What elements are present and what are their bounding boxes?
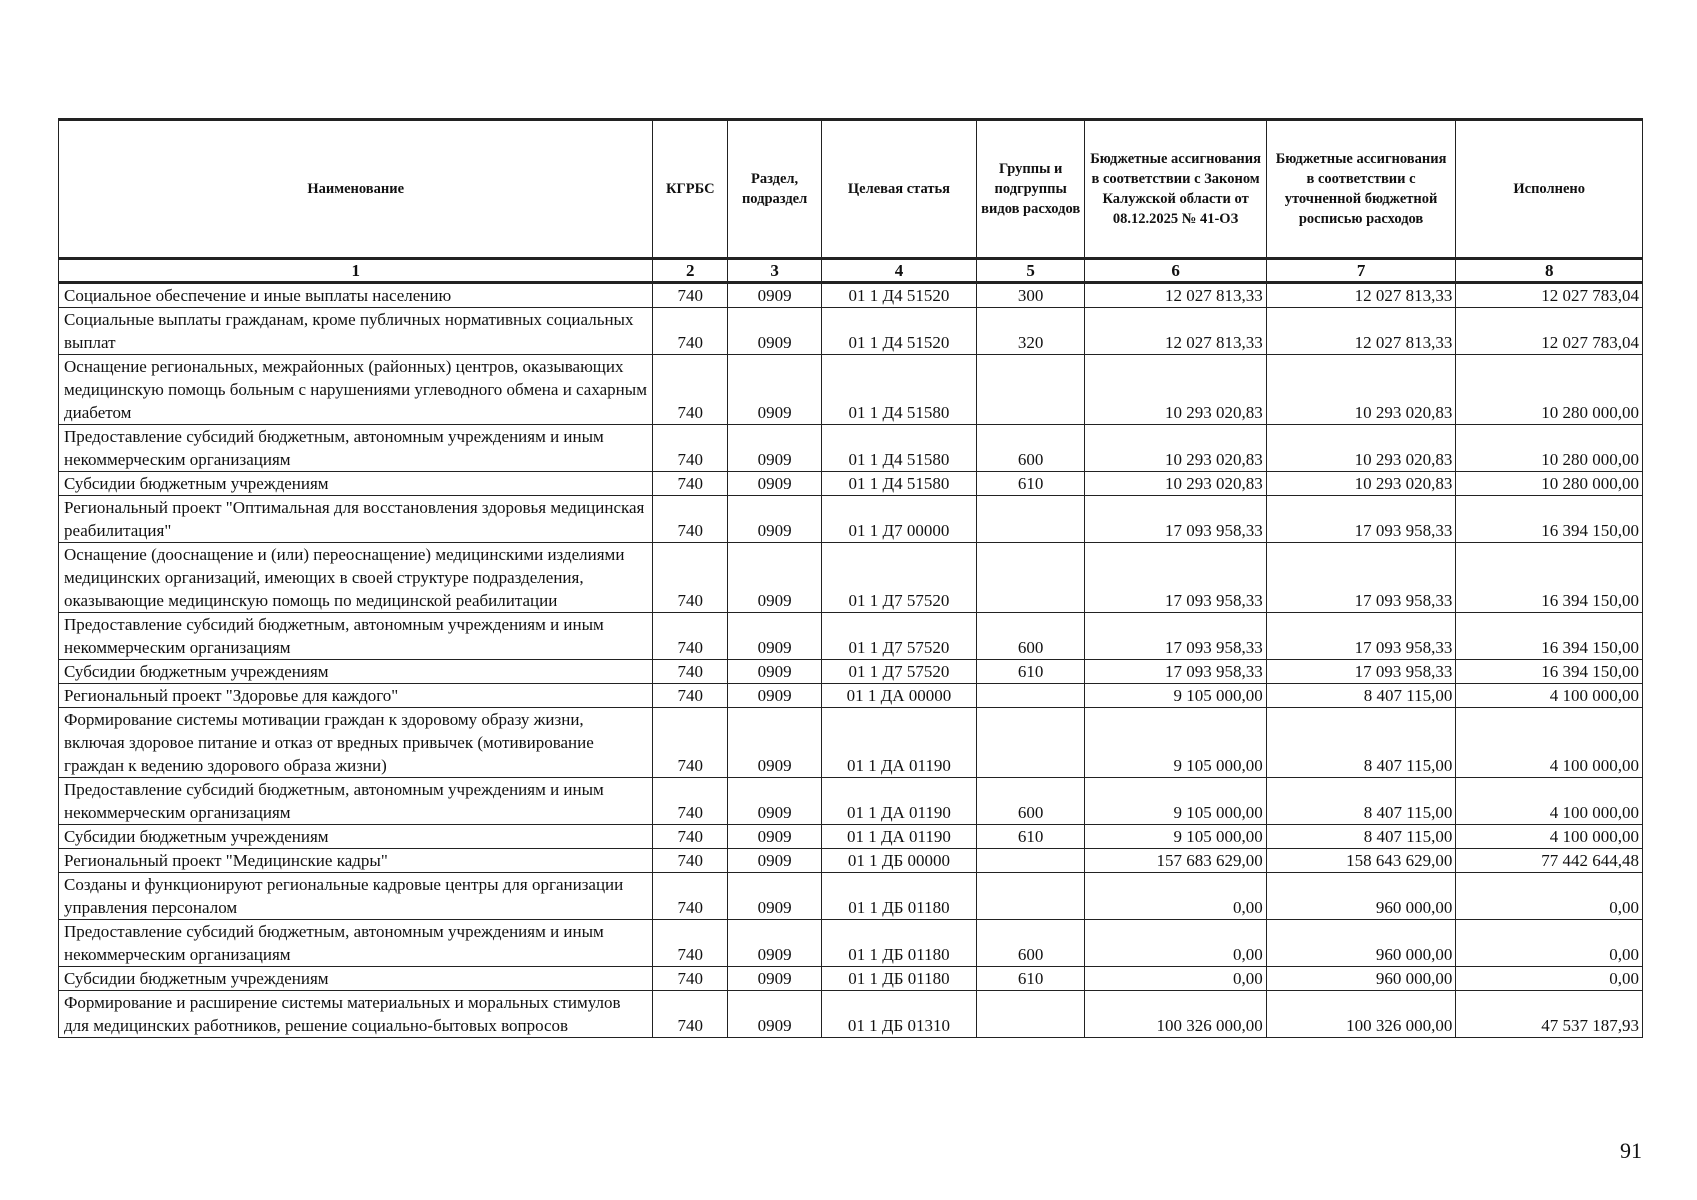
cell-target: 01 1 ДБ 01180 <box>821 967 976 991</box>
cell-kgrbs: 740 <box>653 849 728 873</box>
cell-group: 610 <box>976 967 1085 991</box>
cell-law-amount: 9 105 000,00 <box>1085 825 1266 849</box>
cell-executed-amount: 10 280 000,00 <box>1456 472 1643 496</box>
cell-group: 600 <box>976 613 1085 660</box>
cell-law-amount: 17 093 958,33 <box>1085 613 1266 660</box>
cell-group: 610 <box>976 472 1085 496</box>
cell-kgrbs: 740 <box>653 472 728 496</box>
cell-name: Предоставление субсидий бюджетным, автономным учреждениям и иным некоммерческим организациям <box>59 425 653 472</box>
table-row <box>59 684 1643 708</box>
cell-plan-amount: 17 093 958,33 <box>1266 613 1456 660</box>
cell-name: Формирование системы мотивации граждан к здоровому образу жизни, включая здоровое питание и отказ от вредных привычек (мотивирование граждан к ведению здорового образа жизни) <box>59 708 653 778</box>
header-plan: Бюджетные ассигнования в соответствии с уточненной бюджетной росписью расходов <box>1266 120 1456 259</box>
cell-kgrbs: 740 <box>653 708 728 778</box>
cell-section: 0909 <box>728 472 822 496</box>
cell-kgrbs: 740 <box>653 355 728 425</box>
cell-law-amount: 17 093 958,33 <box>1085 496 1266 543</box>
cell-section: 0909 <box>728 967 822 991</box>
cell-kgrbs: 740 <box>653 873 728 920</box>
cell-plan-amount: 17 093 958,33 <box>1266 496 1456 543</box>
cell-plan-amount: 10 293 020,83 <box>1266 425 1456 472</box>
header-done: Исполнено <box>1456 120 1643 259</box>
cell-executed-amount: 0,00 <box>1456 920 1643 967</box>
cell-target: 01 1 Д7 57520 <box>821 543 976 613</box>
cell-name: Формирование и расширение системы материальных и моральных стимулов для медицинских работников, решение социально-бытовых вопросов <box>59 991 653 1038</box>
cell-kgrbs: 740 <box>653 778 728 825</box>
cell-name: Региональный проект "Медицинские кадры" <box>59 849 653 873</box>
cell-name: Субсидии бюджетным учреждениям <box>59 472 653 496</box>
cell-section: 0909 <box>728 873 822 920</box>
table-row <box>59 873 1643 920</box>
cell-group <box>976 873 1085 920</box>
cell-section: 0909 <box>728 778 822 825</box>
cell-target: 01 1 Д4 51580 <box>821 425 976 472</box>
table-row <box>59 825 1643 849</box>
cell-target: 01 1 ДА 01190 <box>821 825 976 849</box>
cell-group: 600 <box>976 920 1085 967</box>
cell-plan-amount: 17 093 958,33 <box>1266 660 1456 684</box>
budget-table <box>58 118 1643 1038</box>
cell-executed-amount: 16 394 150,00 <box>1456 496 1643 543</box>
cell-kgrbs: 740 <box>653 920 728 967</box>
page-number: 91 <box>1620 1138 1642 1163</box>
header-group: Группы и подгруппы видов расходов <box>976 120 1085 259</box>
cell-plan-amount: 10 293 020,83 <box>1266 472 1456 496</box>
cell-target: 01 1 Д4 51580 <box>821 472 976 496</box>
cell-kgrbs: 740 <box>653 496 728 543</box>
cell-kgrbs: 740 <box>653 684 728 708</box>
table-row <box>59 283 1643 308</box>
cell-group <box>976 684 1085 708</box>
column-number: 1 <box>59 259 653 283</box>
cell-plan-amount: 158 643 629,00 <box>1266 849 1456 873</box>
table-row <box>59 920 1643 967</box>
cell-group <box>976 543 1085 613</box>
table-row <box>59 708 1643 778</box>
cell-section: 0909 <box>728 425 822 472</box>
cell-plan-amount: 10 293 020,83 <box>1266 355 1456 425</box>
header-row <box>59 120 1643 259</box>
cell-executed-amount: 12 027 783,04 <box>1456 283 1643 308</box>
cell-target: 01 1 Д4 51520 <box>821 308 976 355</box>
cell-law-amount: 0,00 <box>1085 873 1266 920</box>
cell-section: 0909 <box>728 613 822 660</box>
cell-law-amount: 9 105 000,00 <box>1085 684 1266 708</box>
cell-target: 01 1 Д7 57520 <box>821 613 976 660</box>
cell-name: Субсидии бюджетным учреждениям <box>59 967 653 991</box>
header-target: Целевая статья <box>821 120 976 259</box>
cell-name: Субсидии бюджетным учреждениям <box>59 825 653 849</box>
cell-target: 01 1 Д4 51520 <box>821 283 976 308</box>
cell-kgrbs: 740 <box>653 543 728 613</box>
cell-name: Региональный проект "Оптимальная для восстановления здоровья медицинская реабилитация" <box>59 496 653 543</box>
cell-plan-amount: 12 027 813,33 <box>1266 308 1456 355</box>
cell-group <box>976 991 1085 1038</box>
cell-plan-amount: 8 407 115,00 <box>1266 825 1456 849</box>
cell-law-amount: 9 105 000,00 <box>1085 708 1266 778</box>
cell-executed-amount: 10 280 000,00 <box>1456 355 1643 425</box>
table-row <box>59 425 1643 472</box>
column-number: 8 <box>1456 259 1643 283</box>
column-number: 7 <box>1266 259 1456 283</box>
cell-group: 300 <box>976 283 1085 308</box>
cell-law-amount: 12 027 813,33 <box>1085 283 1266 308</box>
cell-kgrbs: 740 <box>653 425 728 472</box>
cell-executed-amount: 4 100 000,00 <box>1456 825 1643 849</box>
cell-target: 01 1 Д7 57520 <box>821 660 976 684</box>
column-number: 4 <box>821 259 976 283</box>
cell-executed-amount: 0,00 <box>1456 967 1643 991</box>
cell-executed-amount: 4 100 000,00 <box>1456 708 1643 778</box>
cell-target: 01 1 ДБ 01180 <box>821 873 976 920</box>
cell-executed-amount: 77 442 644,48 <box>1456 849 1643 873</box>
cell-law-amount: 10 293 020,83 <box>1085 355 1266 425</box>
cell-group <box>976 496 1085 543</box>
cell-plan-amount: 960 000,00 <box>1266 873 1456 920</box>
cell-group: 600 <box>976 778 1085 825</box>
header-name: Наименование <box>59 120 653 259</box>
cell-executed-amount: 47 537 187,93 <box>1456 991 1643 1038</box>
cell-target: 01 1 ДА 00000 <box>821 684 976 708</box>
cell-executed-amount: 16 394 150,00 <box>1456 543 1643 613</box>
cell-name: Созданы и функционируют региональные кадровые центры для организации управления персоналом <box>59 873 653 920</box>
cell-plan-amount: 960 000,00 <box>1266 967 1456 991</box>
cell-executed-amount: 16 394 150,00 <box>1456 660 1643 684</box>
table-row <box>59 660 1643 684</box>
table-row <box>59 543 1643 613</box>
cell-name: Социальное обеспечение и иные выплаты населению <box>59 283 653 308</box>
cell-law-amount: 157 683 629,00 <box>1085 849 1266 873</box>
cell-executed-amount: 4 100 000,00 <box>1456 778 1643 825</box>
cell-section: 0909 <box>728 991 822 1038</box>
cell-name: Предоставление субсидий бюджетным, автономным учреждениям и иным некоммерческим организациям <box>59 613 653 660</box>
column-number: 2 <box>653 259 728 283</box>
cell-section: 0909 <box>728 355 822 425</box>
table-row <box>59 849 1643 873</box>
cell-law-amount: 0,00 <box>1085 920 1266 967</box>
table-row <box>59 355 1643 425</box>
cell-section: 0909 <box>728 708 822 778</box>
cell-section: 0909 <box>728 684 822 708</box>
cell-name: Оснащение (дооснащение и (или) переоснащение) медицинскими изделиями медицинских организаций, имеющих в своей структуре подразделения, оказывающие медицинскую помощь по медицинской реабилитации <box>59 543 653 613</box>
cell-name: Субсидии бюджетным учреждениям <box>59 660 653 684</box>
cell-kgrbs: 740 <box>653 613 728 660</box>
cell-plan-amount: 8 407 115,00 <box>1266 708 1456 778</box>
cell-kgrbs: 740 <box>653 283 728 308</box>
header-law: Бюджетные ассигнования в соответствии с Законом Калужской области от 08.12.2025 № 41-ОЗ <box>1085 120 1266 259</box>
cell-executed-amount: 16 394 150,00 <box>1456 613 1643 660</box>
cell-executed-amount: 12 027 783,04 <box>1456 308 1643 355</box>
cell-group: 320 <box>976 308 1085 355</box>
column-number: 5 <box>976 259 1085 283</box>
cell-target: 01 1 ДА 01190 <box>821 708 976 778</box>
cell-group <box>976 355 1085 425</box>
header-section: Раздел, подраздел <box>728 120 822 259</box>
cell-section: 0909 <box>728 825 822 849</box>
cell-executed-amount: 4 100 000,00 <box>1456 684 1643 708</box>
table-row <box>59 778 1643 825</box>
cell-kgrbs: 740 <box>653 660 728 684</box>
cell-executed-amount: 0,00 <box>1456 873 1643 920</box>
cell-target: 01 1 ДБ 00000 <box>821 849 976 873</box>
cell-law-amount: 0,00 <box>1085 967 1266 991</box>
cell-kgrbs: 740 <box>653 991 728 1038</box>
cell-name: Региональный проект "Здоровье для каждого" <box>59 684 653 708</box>
cell-name: Социальные выплаты гражданам, кроме публичных нормативных социальных выплат <box>59 308 653 355</box>
cell-section: 0909 <box>728 496 822 543</box>
cell-kgrbs: 740 <box>653 967 728 991</box>
table-body <box>59 283 1643 1038</box>
cell-section: 0909 <box>728 660 822 684</box>
column-number-row <box>59 259 1643 283</box>
cell-target: 01 1 Д7 00000 <box>821 496 976 543</box>
cell-section: 0909 <box>728 543 822 613</box>
table-row <box>59 496 1643 543</box>
column-number: 6 <box>1085 259 1266 283</box>
cell-target: 01 1 ДБ 01180 <box>821 920 976 967</box>
table-row <box>59 991 1643 1038</box>
cell-target: 01 1 Д4 51580 <box>821 355 976 425</box>
cell-section: 0909 <box>728 920 822 967</box>
cell-kgrbs: 740 <box>653 308 728 355</box>
cell-name: Предоставление субсидий бюджетным, автономным учреждениям и иным некоммерческим организациям <box>59 920 653 967</box>
header-kgrbs: КГРБС <box>653 120 728 259</box>
cell-target: 01 1 ДА 01190 <box>821 778 976 825</box>
cell-executed-amount: 10 280 000,00 <box>1456 425 1643 472</box>
cell-section: 0909 <box>728 308 822 355</box>
cell-section: 0909 <box>728 283 822 308</box>
cell-law-amount: 12 027 813,33 <box>1085 308 1266 355</box>
cell-group: 610 <box>976 660 1085 684</box>
cell-target: 01 1 ДБ 01310 <box>821 991 976 1038</box>
cell-name: Оснащение региональных, межрайонных (районных) центров, оказывающих медицинскую помощь больным с нарушениями углеводного обмена и сахарным диабетом <box>59 355 653 425</box>
cell-plan-amount: 8 407 115,00 <box>1266 684 1456 708</box>
table-row <box>59 967 1643 991</box>
cell-section: 0909 <box>728 849 822 873</box>
cell-group: 600 <box>976 425 1085 472</box>
cell-group: 610 <box>976 825 1085 849</box>
cell-group <box>976 849 1085 873</box>
cell-plan-amount: 100 326 000,00 <box>1266 991 1456 1038</box>
column-number: 3 <box>728 259 822 283</box>
cell-plan-amount: 8 407 115,00 <box>1266 778 1456 825</box>
cell-plan-amount: 17 093 958,33 <box>1266 543 1456 613</box>
cell-law-amount: 17 093 958,33 <box>1085 660 1266 684</box>
cell-plan-amount: 960 000,00 <box>1266 920 1456 967</box>
cell-group <box>976 708 1085 778</box>
table-row <box>59 472 1643 496</box>
cell-kgrbs: 740 <box>653 825 728 849</box>
cell-law-amount: 10 293 020,83 <box>1085 425 1266 472</box>
cell-law-amount: 9 105 000,00 <box>1085 778 1266 825</box>
cell-law-amount: 100 326 000,00 <box>1085 991 1266 1038</box>
cell-name: Предоставление субсидий бюджетным, автономным учреждениям и иным некоммерческим организациям <box>59 778 653 825</box>
cell-law-amount: 17 093 958,33 <box>1085 543 1266 613</box>
table-row <box>59 308 1643 355</box>
cell-law-amount: 10 293 020,83 <box>1085 472 1266 496</box>
cell-plan-amount: 12 027 813,33 <box>1266 283 1456 308</box>
table-row <box>59 613 1643 660</box>
